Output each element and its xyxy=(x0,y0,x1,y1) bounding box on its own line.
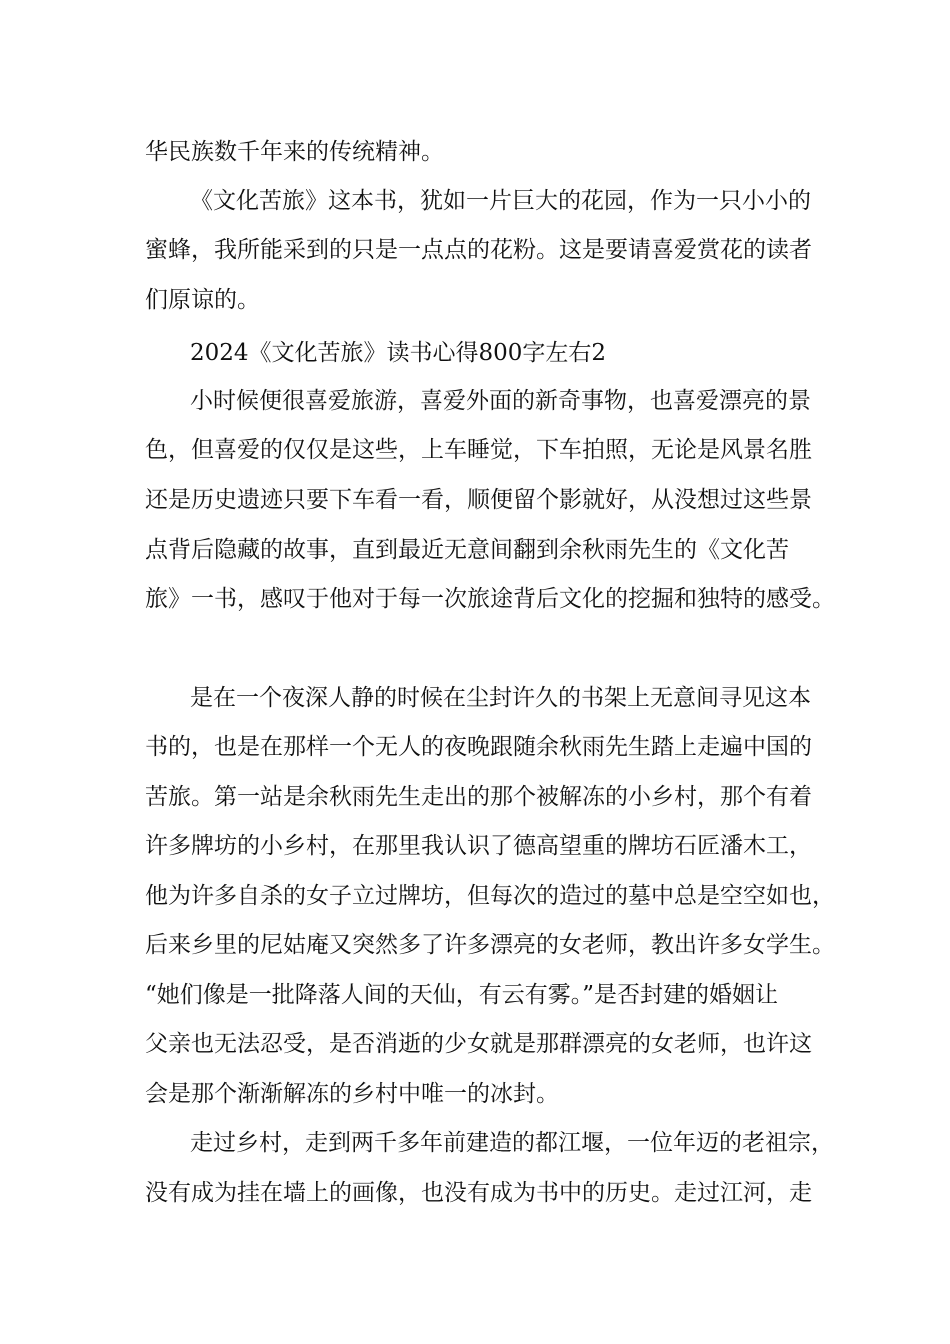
text-line: 还是历史遗迹只要下车看一看，顺便留个影就好，从没想过这些景 xyxy=(145,487,812,513)
text-line: 会是那个渐渐解冻的乡村中唯一的冰封。 xyxy=(145,1081,559,1107)
text-line: 许多牌坊的小乡村，在那里我认识了德高望重的牌坊石匠潘木工， xyxy=(145,833,812,859)
text-line: “她们像是一批降落人间的天仙，有云有雾。”是否封建的婚姻让 xyxy=(145,982,779,1008)
text-line: 苦旅。第一站是余秋雨先生走出的那个被解冻的小乡村，那个有着 xyxy=(145,784,812,810)
text-line: 没有成为挂在墙上的画像，也没有成为书中的历史。走过江河，走 xyxy=(145,1180,812,1206)
paragraph-start: 走过乡村，走到两千多年前建造的都江堰，一位年迈的老祖宗， xyxy=(190,1130,834,1156)
paragraph-start: 是在一个夜深人静的时候在尘封许久的书架上无意间寻见这本 xyxy=(190,685,811,711)
text-line: 父亲也无法忍受，是否消逝的少女就是那群漂亮的女老师，也许这 xyxy=(145,1031,812,1057)
paragraph-start: 《文化苦旅》这本书，犹如一片巨大的花园，作为一只小小的 xyxy=(190,188,811,214)
text-line: 旅》一书，感叹于他对于每一次旅途背后文化的挖掘和独特的感受。 xyxy=(145,586,835,612)
text-line: 们原谅的。 xyxy=(145,287,260,313)
text-line: 书的，也是在那样一个无人的夜晚跟随余秋雨先生踏上走遍中国的 xyxy=(145,734,812,760)
section-heading: 2024《文化苦旅》读书心得800字左右2 xyxy=(190,340,607,366)
text-line: 点背后隐藏的故事，直到最近无意间翻到余秋雨先生的《文化苦 xyxy=(145,537,789,563)
text-line: 华民族数千年来的传统精神。 xyxy=(145,139,444,165)
text-line: 蜜蜂，我所能采到的只是一点点的花粉。这是要请喜爱赏花的读者 xyxy=(145,237,812,263)
text-line: 后来乡里的尼姑庵又突然多了许多漂亮的女老师，教出许多女学生。 xyxy=(145,932,835,958)
text-line: 他为许多自杀的女子立过牌坊，但每次的造过的墓中总是空空如也， xyxy=(145,883,835,909)
paragraph-start: 小时候便很喜爱旅游，喜爱外面的新奇事物，也喜爱漂亮的景 xyxy=(190,388,811,414)
text-line: 色，但喜爱的仅仅是这些，上车睡觉，下车拍照，无论是风景名胜 xyxy=(145,437,812,463)
